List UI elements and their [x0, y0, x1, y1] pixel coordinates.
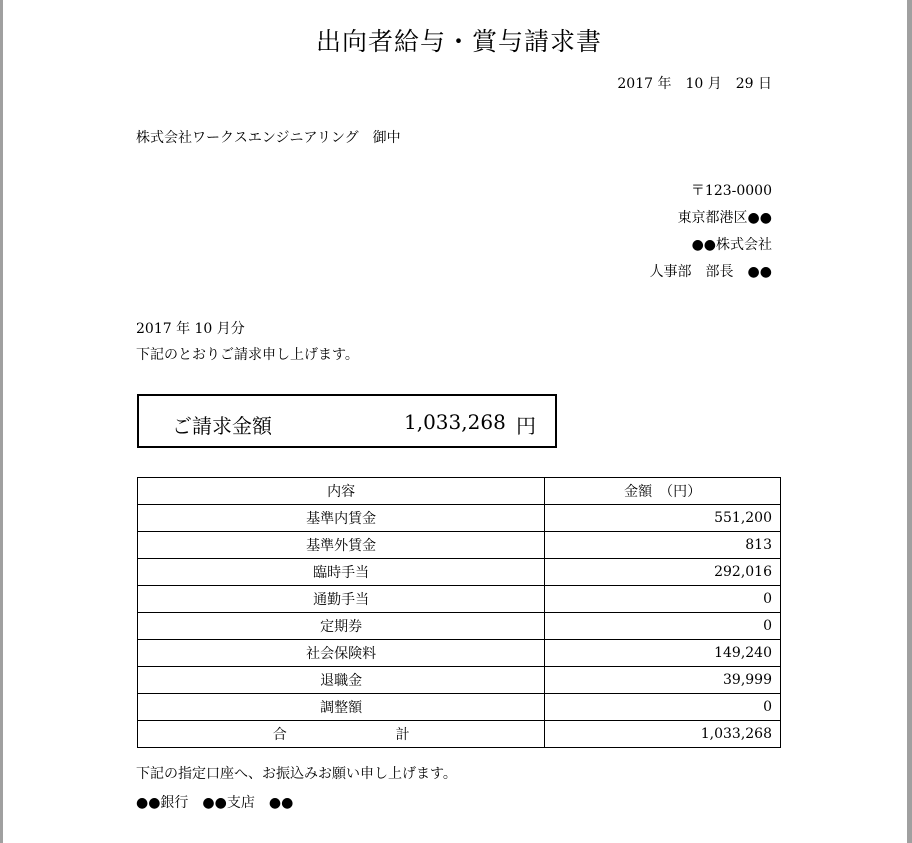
row-item-name: 基準外賃金	[138, 532, 545, 559]
row-item-name: 基準内賃金	[138, 505, 545, 532]
row-item-name: 定期券	[138, 613, 545, 640]
table-row	[138, 613, 781, 640]
row-item-name: 調整額	[138, 694, 545, 721]
amount-value: 1,033,268	[404, 410, 506, 434]
header-content: 内容	[138, 478, 545, 505]
table-row	[138, 559, 781, 586]
sender-postal-code: 〒123-0000	[690, 183, 772, 199]
row-item-amount: 0	[545, 586, 781, 613]
row-item-amount: 813	[545, 532, 781, 559]
amount-unit: 円	[516, 414, 536, 438]
row-item-name: 臨時手当	[138, 559, 545, 586]
bank-account: ●●銀行 ●●支店 ●●	[136, 795, 294, 811]
addressee: 株式会社ワークスエンジニアリング 御中	[136, 130, 401, 146]
billing-period: 2017 年 10 月分	[136, 321, 245, 337]
sender-block	[472, 182, 772, 290]
total-amount: 1,033,268	[545, 721, 781, 748]
amount-label: ご請求金額	[172, 414, 272, 438]
table-header-row	[138, 478, 781, 505]
table-row	[138, 586, 781, 613]
invoice-date: 2017 年 10 月 29 日	[617, 76, 772, 92]
items-table	[137, 477, 781, 748]
sender-person: 人事部 部長 ●●	[649, 264, 772, 280]
row-item-amount: 149,240	[545, 640, 781, 667]
total-label-left: 合	[272, 727, 287, 743]
total-label	[138, 721, 545, 748]
table-total-row	[138, 721, 781, 748]
document-page	[3, 0, 907, 843]
row-item-amount: 0	[545, 613, 781, 640]
sender-address: 東京都港区●●	[677, 210, 772, 226]
row-item-amount: 551,200	[545, 505, 781, 532]
table-row	[138, 505, 781, 532]
sender-company: ●●株式会社	[691, 237, 772, 253]
row-item-amount: 39,999	[545, 667, 781, 694]
table-row	[138, 667, 781, 694]
row-item-amount: 292,016	[545, 559, 781, 586]
row-item-name: 社会保険料	[138, 640, 545, 667]
total-label-right: 計	[395, 727, 410, 743]
document-title: 出向者給与・賞与請求書	[315, 27, 602, 56]
row-item-name: 退職金	[138, 667, 545, 694]
table-row	[138, 532, 781, 559]
total-amount-box	[137, 394, 557, 448]
intro-text: 下記のとおりご請求申し上げます。	[136, 347, 359, 363]
table-row	[138, 640, 781, 667]
row-item-amount: 0	[545, 694, 781, 721]
transfer-note: 下記の指定口座へ、お振込みお願い申し上げます。	[136, 766, 457, 782]
header-amount: 金額 （円）	[545, 478, 781, 505]
row-item-name: 通勤手当	[138, 586, 545, 613]
table-row	[138, 694, 781, 721]
